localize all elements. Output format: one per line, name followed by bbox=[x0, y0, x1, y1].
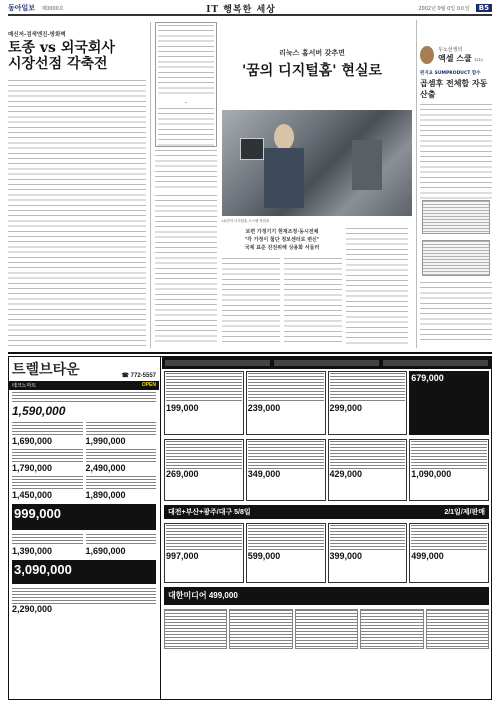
trellis-ad-item-price: 1,690,000 bbox=[85, 546, 126, 556]
electronics-ad-banner-1 bbox=[164, 505, 489, 519]
sidebar-box-divider: · bbox=[185, 100, 187, 105]
center-article-column-4 bbox=[346, 228, 408, 346]
newspaper-name: 동아일보 bbox=[8, 4, 36, 12]
trellis-ad-black-block bbox=[12, 504, 156, 530]
electronics-ad-cell bbox=[328, 523, 408, 583]
center-left-column bbox=[155, 150, 217, 190]
left-article-headline-1: 토종 vs 외국회사 bbox=[8, 40, 115, 56]
author-avatar bbox=[420, 46, 434, 64]
trellis-ad-phone: ☎ 772-5557 bbox=[121, 373, 156, 379]
issue-number: 제0000호 bbox=[41, 6, 64, 12]
center-article-photo bbox=[222, 110, 412, 216]
section-title: IT 행복한 세상 bbox=[206, 4, 276, 15]
electronics-ad-price: 679,000 bbox=[411, 373, 444, 383]
electronics-ad-grid-2 bbox=[162, 437, 491, 503]
subhead-1: 보편 가정기기 현재조정·동시전체 bbox=[245, 229, 319, 235]
trellis-ad-item bbox=[86, 476, 157, 500]
page-number: B5 bbox=[476, 4, 492, 12]
electronics-ad-cell bbox=[164, 523, 244, 583]
electronics-ad-cell bbox=[164, 439, 244, 501]
electronics-ad-small-cell bbox=[360, 609, 423, 649]
center-article-column-1 bbox=[155, 195, 217, 345]
center-article-kicker: 리눅스 홈서버 갖추면 bbox=[279, 49, 345, 57]
left-article bbox=[8, 20, 146, 350]
center-article-column-3 bbox=[284, 258, 342, 346]
electronics-ad-price: 239,000 bbox=[247, 403, 281, 413]
electronics-ad-small-cell bbox=[295, 609, 358, 649]
trellis-ad-item bbox=[12, 534, 83, 556]
trellis-ad-highlight-price: 999,000 bbox=[14, 506, 61, 521]
page-header bbox=[8, 2, 492, 16]
trellis-ad-grid-2 bbox=[9, 532, 159, 558]
electronics-ad-small-cell bbox=[164, 609, 227, 649]
column-text-2 bbox=[420, 282, 492, 342]
electronics-ad-cell bbox=[164, 371, 244, 435]
column-text bbox=[420, 104, 492, 200]
trellis-ad-item bbox=[86, 422, 157, 446]
left-article-body bbox=[8, 80, 146, 348]
person-illustration bbox=[274, 124, 294, 150]
trellis-ad-fine-print bbox=[12, 392, 156, 402]
ad-divider bbox=[160, 357, 161, 699]
trellis-ad-bottom bbox=[9, 586, 159, 616]
trellis-ad-bottom-price: 2,290,000 bbox=[12, 604, 53, 614]
trellis-ad-row-1 bbox=[9, 390, 159, 420]
center-article-headline: '꿈의 디지털홈' 현실로 bbox=[241, 63, 383, 79]
left-article-kicker: 매신저-검색엔진-방화벽 bbox=[8, 32, 66, 38]
electronics-ad-price: 599,000 bbox=[247, 551, 281, 561]
column-headline: 곱셈후 전체합 자동산출 bbox=[420, 78, 488, 99]
trellis-ad-item bbox=[12, 476, 83, 500]
photo-caption: LG전자 디지털홈 시스템 작업장 bbox=[222, 219, 270, 223]
electronics-ad-cell bbox=[328, 439, 408, 501]
electronics-ad-cell bbox=[246, 371, 326, 435]
trellis-ad-item-price: 1,690,000 bbox=[12, 436, 53, 446]
spreadsheet-grid-1 bbox=[423, 201, 489, 233]
electronics-ad-banner-text-3: 대한미디어 499,000 bbox=[168, 591, 238, 600]
trellis-ad-item-price: 1,990,000 bbox=[85, 436, 126, 446]
electronics-ad-banner-2 bbox=[164, 587, 489, 605]
electronics-ad-price: 299,000 bbox=[329, 403, 363, 413]
electronics-ad-grid-1 bbox=[162, 369, 491, 437]
trellis-ad-item-price: 1,890,000 bbox=[85, 490, 126, 500]
trellis-ad-bottom-print bbox=[12, 588, 156, 604]
center-headline-block bbox=[222, 48, 402, 78]
electronics-ad-cell bbox=[328, 371, 408, 435]
trellis-ad-name: 트렐브타운 bbox=[12, 362, 80, 378]
column-title: 액셀 스쿨 bbox=[438, 53, 472, 63]
monitor-illustration bbox=[240, 138, 264, 160]
column-tag: 우노선생의 bbox=[438, 47, 463, 53]
person-body-illustration bbox=[264, 148, 304, 208]
electronics-ad-small-cell bbox=[426, 609, 489, 649]
subhead-3: 국제 표준 진전위해 상용화 서둘러 bbox=[244, 245, 320, 251]
center-sidebar-box bbox=[155, 22, 217, 147]
trellis-ad-sub: 테크노마트 bbox=[12, 383, 37, 389]
trellis-ad-price-1: 1,590,000 bbox=[12, 404, 66, 418]
electronics-ad-cell bbox=[409, 439, 489, 501]
electronics-ad-price: 429,000 bbox=[329, 469, 363, 479]
trellis-ad-item bbox=[86, 449, 157, 473]
column-number: (21) bbox=[474, 57, 483, 62]
electronics-ad-top-bar bbox=[162, 357, 491, 369]
advertisement-area bbox=[8, 356, 492, 700]
left-article-headline-2: 시장선점 각축전 bbox=[8, 56, 108, 72]
electronics-ad-small-cell bbox=[229, 609, 292, 649]
trellis-ad-item bbox=[12, 449, 83, 473]
electronics-ad-banner-text-2: 2/1일/제/판매 bbox=[444, 509, 485, 516]
electronics-ad-cell bbox=[246, 439, 326, 501]
trellis-ad-grid bbox=[9, 420, 159, 502]
electronics-ad-grid-3 bbox=[162, 521, 491, 585]
publish-date: 2002년 0월 0일 0요일 bbox=[418, 6, 470, 12]
sidebar-box-text bbox=[158, 25, 214, 97]
electronics-ad-cell bbox=[409, 523, 489, 583]
center-article-column-1-text bbox=[155, 195, 217, 345]
ad-separator bbox=[8, 352, 492, 354]
electronics-ad-price: 199,000 bbox=[166, 403, 199, 413]
trellis-ad-item bbox=[86, 534, 157, 556]
electronics-ad-cell-dark bbox=[409, 371, 489, 435]
trellis-ad-item-price: 1,450,000 bbox=[12, 490, 53, 500]
center-subheads bbox=[222, 228, 342, 252]
equipment-illustration bbox=[352, 140, 382, 190]
electronics-ad-banner-text-1: 대전+부산+광주/대구 5/8일 bbox=[168, 509, 251, 516]
excel-column-body bbox=[420, 70, 492, 200]
column-divider bbox=[150, 22, 151, 348]
trellis-ad-item-price: 1,390,000 bbox=[12, 546, 53, 556]
electronics-ad-price: 499,000 bbox=[411, 551, 444, 561]
electronics-ad bbox=[162, 357, 491, 699]
center-article-column-2 bbox=[222, 258, 280, 346]
trellis-ad-item-price: 1,790,000 bbox=[12, 463, 53, 473]
electronics-ad-price: 269,000 bbox=[166, 469, 199, 479]
electronics-ad-price: 399,000 bbox=[329, 551, 363, 561]
electronics-ad-cell bbox=[246, 523, 326, 583]
column-divider-right bbox=[416, 20, 417, 348]
electronics-ad-price: 349,000 bbox=[247, 469, 281, 479]
trellis-ad-open: OPEN bbox=[141, 382, 156, 388]
trellis-ad-banner bbox=[9, 381, 159, 390]
trellis-ad-black-block-2 bbox=[12, 560, 156, 584]
trellis-ad-highlight-price-2: 3,090,000 bbox=[14, 562, 72, 577]
subhead-2: "각 가정이 첨단 정보센터로 변신" bbox=[244, 237, 320, 243]
trellis-ad-item-price: 2,490,000 bbox=[85, 463, 126, 473]
center-left-column-text bbox=[155, 150, 217, 190]
column-subtitle: 편지요 SUMPRODUCT 함수 bbox=[420, 71, 481, 76]
sidebar-box-text-2 bbox=[158, 108, 214, 148]
electronics-ad-price: 997,000 bbox=[166, 551, 199, 561]
spreadsheet-figure-2 bbox=[422, 240, 490, 276]
trellis-ad-item bbox=[12, 422, 83, 446]
spreadsheet-grid-2 bbox=[423, 241, 489, 275]
electronics-ad-grid-4 bbox=[162, 607, 491, 651]
spreadsheet-figure-1 bbox=[422, 200, 490, 234]
trellis-ad bbox=[9, 357, 159, 699]
electronics-ad-price: 1,090,000 bbox=[411, 469, 452, 479]
excel-column-header bbox=[420, 46, 492, 64]
